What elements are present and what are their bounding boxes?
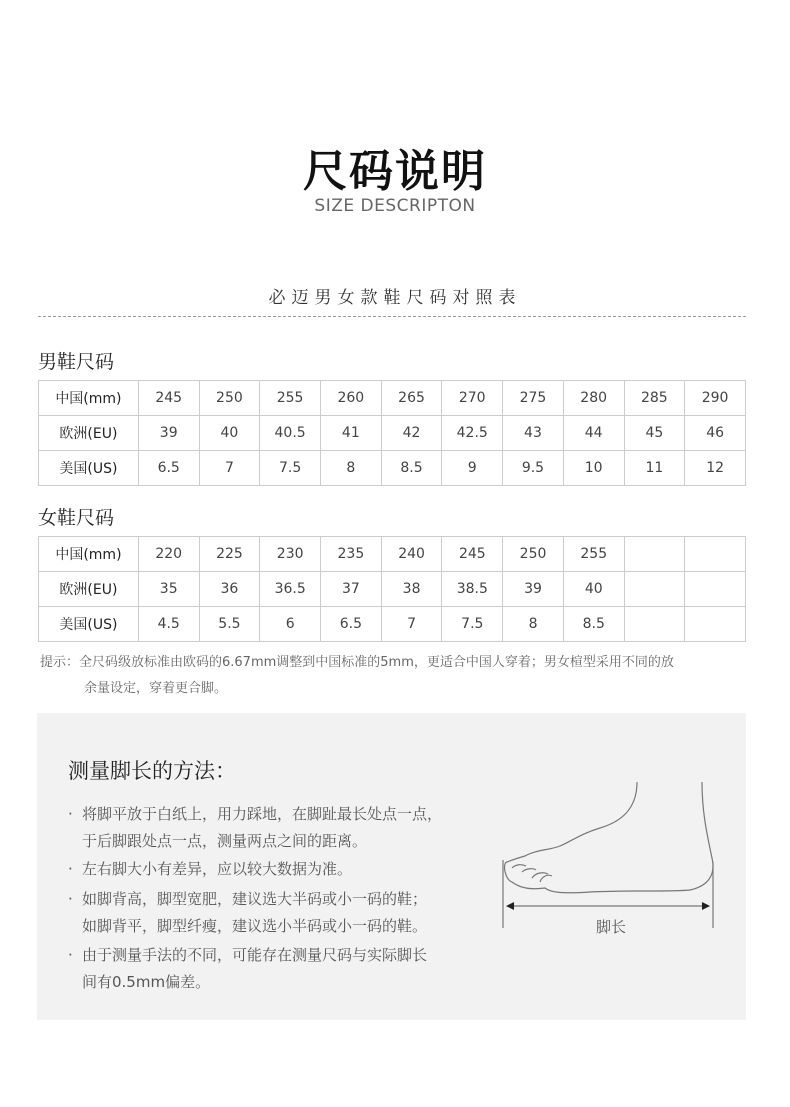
row-header: 欧洲(EU) xyxy=(39,416,139,451)
table-cell: 37 xyxy=(321,572,382,607)
table-cell: 285 xyxy=(624,381,685,416)
table-row xyxy=(39,451,746,486)
table-row xyxy=(39,572,746,607)
table-cell: 260 xyxy=(320,381,381,416)
table-cell: 6 xyxy=(260,607,321,642)
table-cell xyxy=(624,537,685,572)
table-cell: 7 xyxy=(199,451,260,486)
measure-title: 测量脚长的方法： xyxy=(68,759,236,783)
measure-item: · 由于测量手法的不同，可能存在测量尺码与实际脚长 间有0.5mm偏差。 xyxy=(68,946,428,991)
men-section-title: 男鞋尺码 xyxy=(38,351,115,373)
table-cell: 40 xyxy=(563,572,624,607)
table-cell: 41 xyxy=(320,416,381,451)
table-row xyxy=(39,381,746,416)
row-header: 欧洲(EU) xyxy=(39,572,139,607)
table-cell: 8 xyxy=(320,451,381,486)
table-cell: 8.5 xyxy=(381,451,442,486)
table-row xyxy=(39,537,746,572)
table-cell: 11 xyxy=(624,451,685,486)
table-cell: 8.5 xyxy=(563,607,624,642)
row-header: 中国(mm) xyxy=(39,381,139,416)
divider xyxy=(38,316,746,317)
table-cell: 38.5 xyxy=(442,572,503,607)
table-cell: 280 xyxy=(563,381,624,416)
row-header: 美国(US) xyxy=(39,451,139,486)
table-cell: 230 xyxy=(260,537,321,572)
men-size-table xyxy=(38,380,746,486)
table-cell: 36 xyxy=(199,572,260,607)
row-header: 美国(US) xyxy=(39,607,139,642)
table-cell: 7.5 xyxy=(442,607,503,642)
table-cell: 250 xyxy=(199,381,260,416)
table-cell: 290 xyxy=(685,381,746,416)
table-cell: 265 xyxy=(381,381,442,416)
table-cell: 39 xyxy=(503,572,564,607)
table-cell: 12 xyxy=(685,451,746,486)
table-cell: 6.5 xyxy=(321,607,382,642)
table-cell: 6.5 xyxy=(138,451,199,486)
table-cell: 240 xyxy=(381,537,442,572)
table-cell: 5.5 xyxy=(199,607,260,642)
table-cell: 10 xyxy=(563,451,624,486)
table-cell: 235 xyxy=(321,537,382,572)
tip-line: 提示：全尺码级放标准由欧码的6.67mm调整到中国标准的5mm，更适合中国人穿着；男女楦型采用不同的放 xyxy=(40,655,674,670)
table-cell: 39 xyxy=(138,416,199,451)
table-cell: 275 xyxy=(503,381,564,416)
women-size-table xyxy=(38,536,746,642)
foot-length-label: 脚长 xyxy=(596,918,627,936)
table-cell: 9.5 xyxy=(503,451,564,486)
table-cell: 45 xyxy=(624,416,685,451)
table-cell xyxy=(685,607,746,642)
table-cell: 7 xyxy=(381,607,442,642)
row-header: 中国(mm) xyxy=(39,537,139,572)
table-cell: 9 xyxy=(442,451,503,486)
table-cell: 245 xyxy=(442,537,503,572)
table-cell: 38 xyxy=(381,572,442,607)
table-cell xyxy=(685,537,746,572)
table-cell: 46 xyxy=(685,416,746,451)
table-cell: 220 xyxy=(138,537,199,572)
table-cell: 250 xyxy=(503,537,564,572)
table-cell: 245 xyxy=(138,381,199,416)
table-cell xyxy=(685,572,746,607)
tip-line: 余量设定，穿着更合脚。 xyxy=(84,681,228,696)
table-cell: 43 xyxy=(503,416,564,451)
table-cell: 225 xyxy=(199,537,260,572)
table-cell: 40 xyxy=(199,416,260,451)
table-cell: 44 xyxy=(563,416,624,451)
table-cell: 4.5 xyxy=(138,607,199,642)
tip-note xyxy=(40,650,760,702)
table-row xyxy=(39,416,746,451)
table-cell: 42 xyxy=(381,416,442,451)
table-cell: 8 xyxy=(503,607,564,642)
table-row xyxy=(39,607,746,642)
table-cell: 40.5 xyxy=(260,416,321,451)
page-title: 尺码说明 xyxy=(303,146,487,197)
measure-item: · 左右脚大小有差异，应以较大数据为准。 xyxy=(68,860,353,878)
page-subtitle: SIZE DESCRIPTON xyxy=(314,196,476,216)
table-cell: 255 xyxy=(260,381,321,416)
measure-item: · 将脚平放于白纸上，用力踩地，在脚趾最长处点一点， 于后脚跟处点一点，测量两点之间的距离。 xyxy=(68,805,443,850)
chart-title: 必迈男女款鞋尺码对照表 xyxy=(268,288,522,308)
table-cell: 255 xyxy=(563,537,624,572)
table-cell: 35 xyxy=(138,572,199,607)
table-cell: 270 xyxy=(442,381,503,416)
table-cell: 7.5 xyxy=(260,451,321,486)
women-section-title: 女鞋尺码 xyxy=(38,507,115,529)
table-cell: 42.5 xyxy=(442,416,503,451)
table-cell: 36.5 xyxy=(260,572,321,607)
table-cell xyxy=(624,607,685,642)
measure-item: · 如脚背高，脚型宽肥，建议选大半码或小一码的鞋； 如脚背平，脚型纤瘦，建议选小半码或小一码的鞋。 xyxy=(68,890,428,935)
table-cell xyxy=(624,572,685,607)
